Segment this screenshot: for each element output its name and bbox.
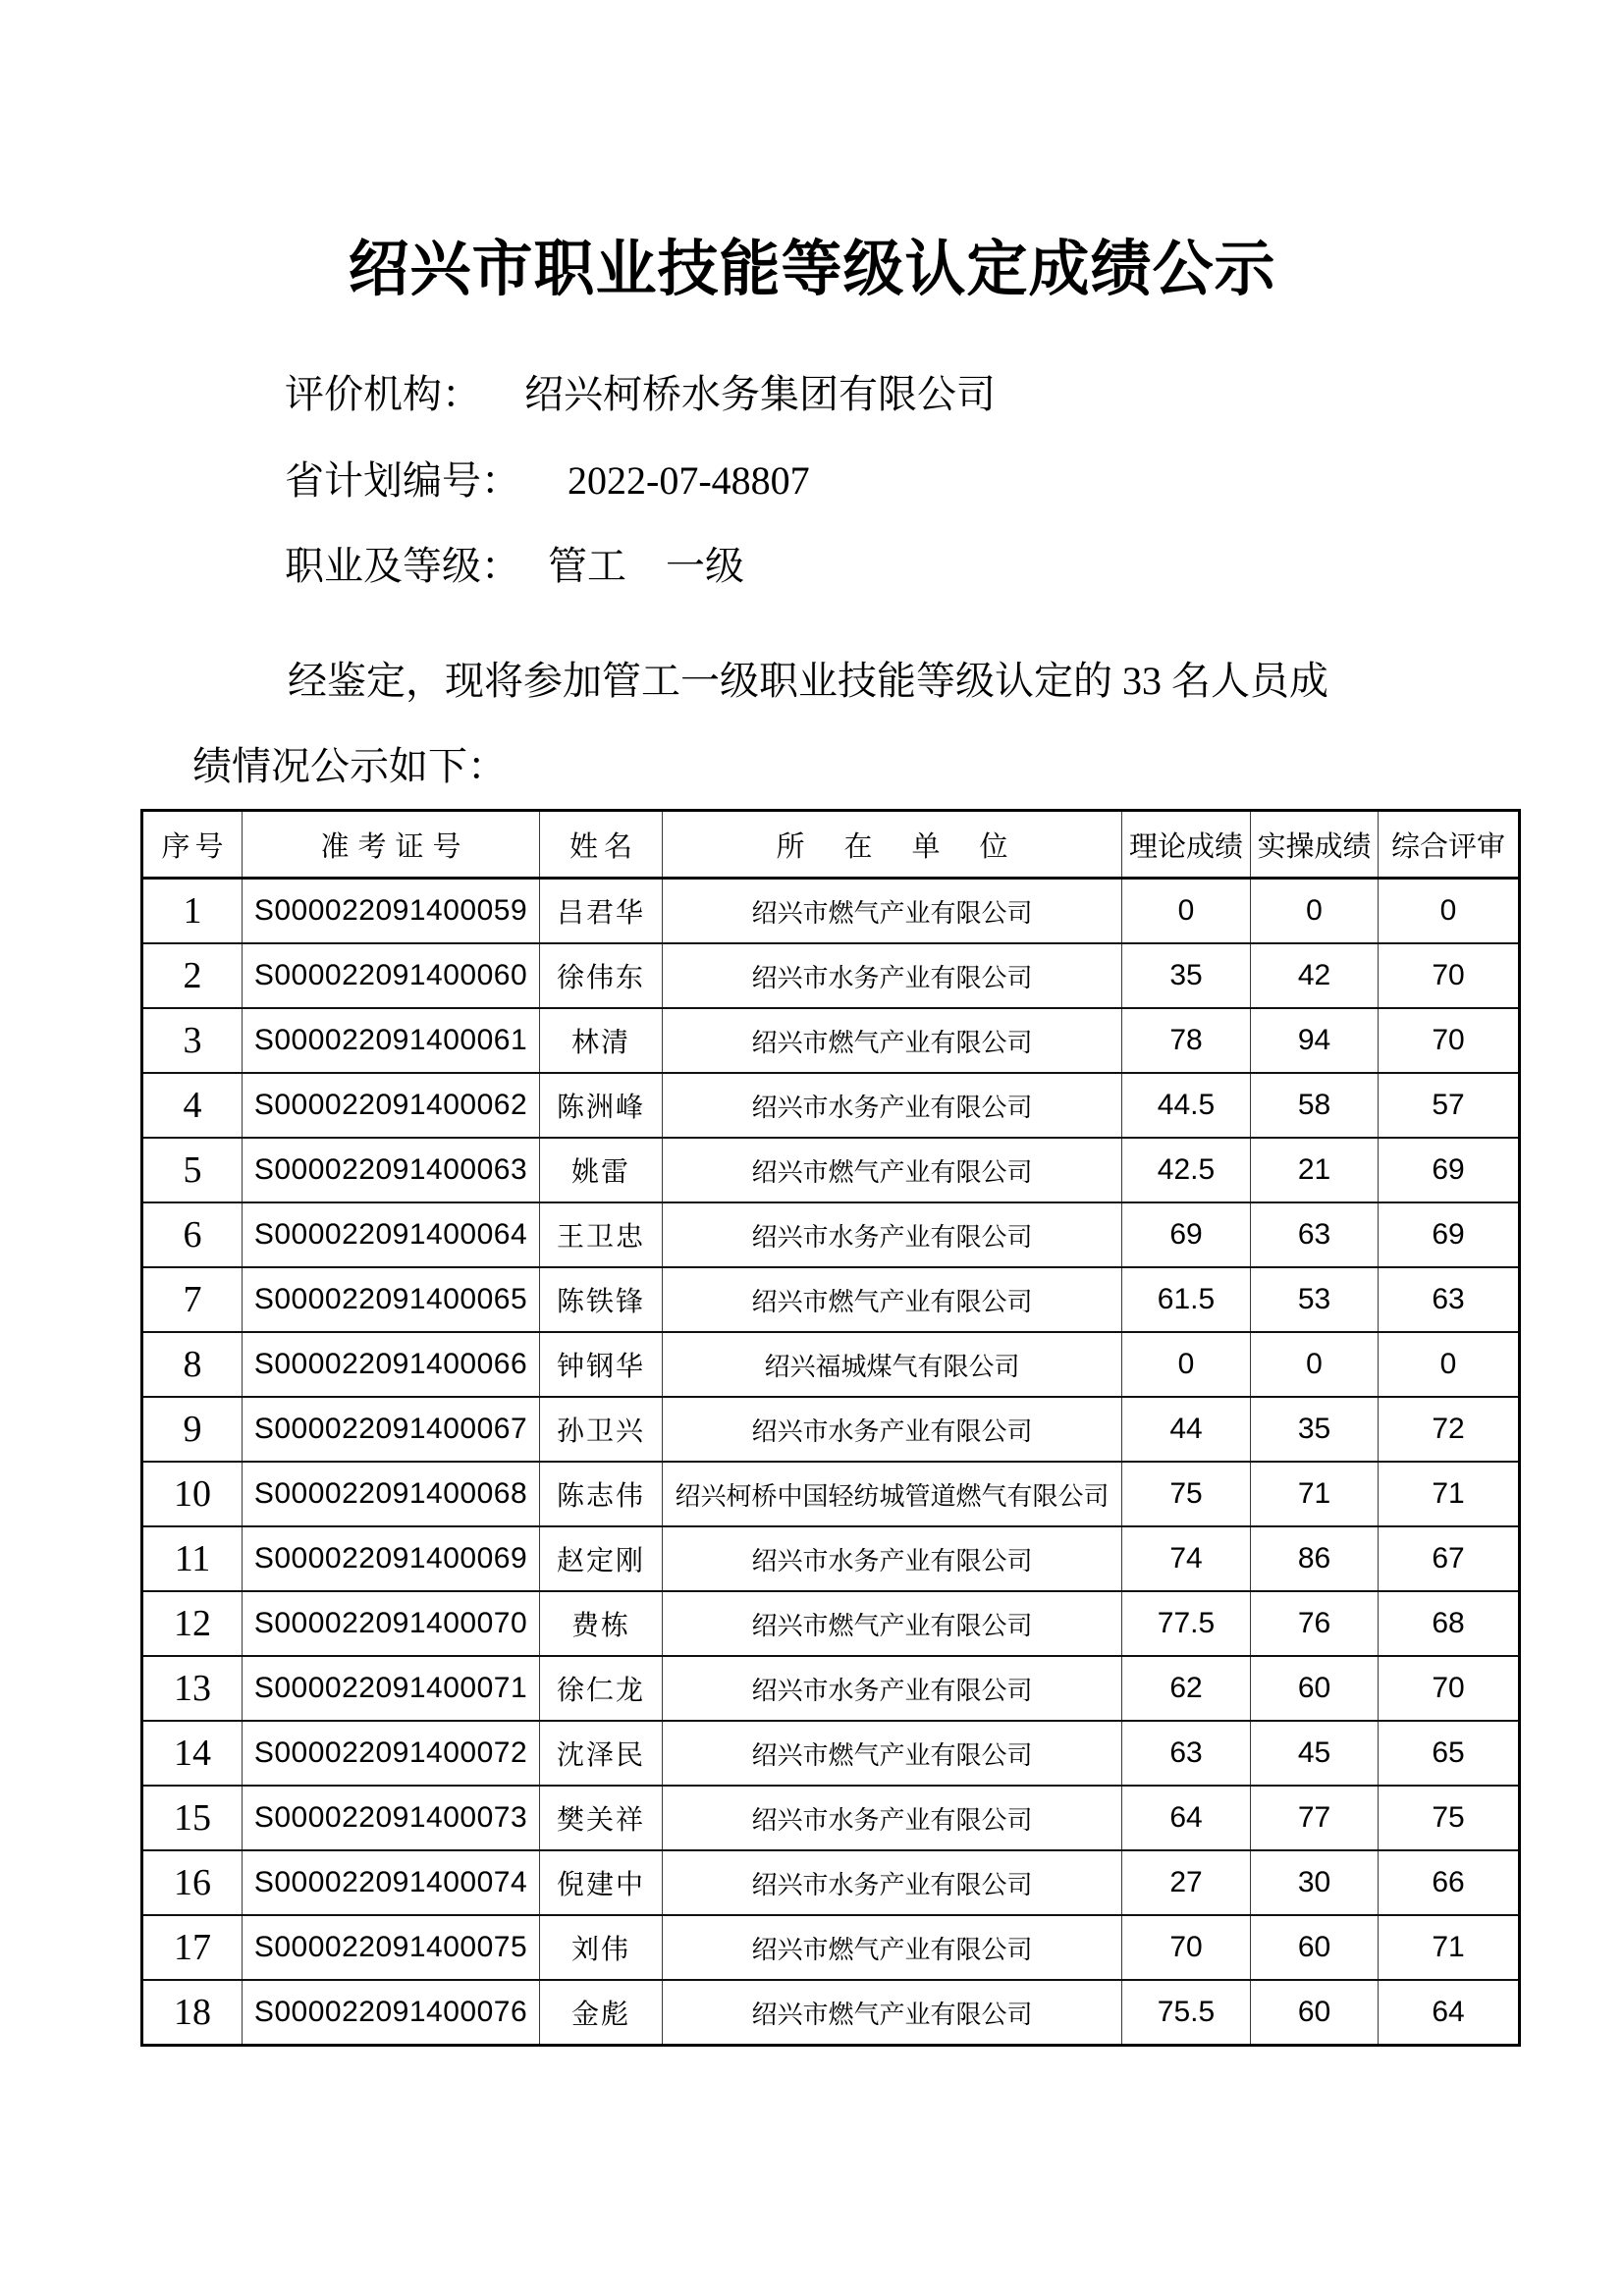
cell-work-unit: 绍兴市燃气产业有限公司: [663, 1721, 1122, 1786]
cell-practical-score: 63: [1251, 1202, 1379, 1267]
intro-paragraph-line-2: 绩情况公示如下：: [192, 744, 507, 788]
table-row: [142, 943, 1520, 1008]
cell-theory-score: 62: [1122, 1656, 1251, 1721]
cell-comprehensive-review: 72: [1379, 1397, 1520, 1462]
cell-exam-number: S000022091400064: [243, 1202, 540, 1267]
cell-comprehensive-review: 0: [1379, 879, 1520, 944]
table-row: [142, 1786, 1520, 1850]
page-title: 绍兴市职业技能等级认定成绩公示: [348, 237, 1276, 303]
cell-work-unit: 绍兴福城煤气有限公司: [663, 1332, 1122, 1397]
cell-seq: 13: [142, 1656, 243, 1721]
table-row: [142, 1332, 1520, 1397]
cell-practical-score: 94: [1251, 1008, 1379, 1073]
cell-name: 樊关祥: [540, 1786, 663, 1850]
cell-exam-number: S000022091400076: [243, 1980, 540, 2046]
cell-seq: 7: [142, 1267, 243, 1332]
cell-exam-number: S000022091400072: [243, 1721, 540, 1786]
table-row: [142, 1721, 1520, 1786]
cell-seq: 12: [142, 1591, 243, 1656]
cell-comprehensive-review: 0: [1379, 1332, 1520, 1397]
cell-work-unit: 绍兴市燃气产业有限公司: [663, 1591, 1122, 1656]
table-row: [142, 1591, 1520, 1656]
table-row: [142, 1008, 1520, 1073]
cell-name: 钟钢华: [540, 1332, 663, 1397]
cell-theory-score: 44: [1122, 1397, 1251, 1462]
scores-table-header: [142, 811, 1520, 879]
cell-seq: 5: [142, 1138, 243, 1202]
cell-comprehensive-review: 69: [1379, 1138, 1520, 1202]
header-row: [142, 811, 1520, 879]
cell-work-unit: 绍兴市水务产业有限公司: [663, 1656, 1122, 1721]
cell-comprehensive-review: 63: [1379, 1267, 1520, 1332]
col-header-name: 姓名: [540, 811, 663, 879]
cell-name: 赵定刚: [540, 1526, 663, 1591]
table-row: [142, 1526, 1520, 1591]
cell-practical-score: 60: [1251, 1656, 1379, 1721]
cell-theory-score: 0: [1122, 879, 1251, 944]
cell-name: 费栋: [540, 1591, 663, 1656]
cell-theory-score: 75: [1122, 1462, 1251, 1526]
table-row: [142, 1980, 1520, 2046]
col-header-work-unit: 所在单位: [663, 811, 1122, 879]
cell-seq: 10: [142, 1462, 243, 1526]
cell-practical-score: 60: [1251, 1980, 1379, 2046]
cell-theory-score: 61.5: [1122, 1267, 1251, 1332]
cell-practical-score: 58: [1251, 1073, 1379, 1138]
col-header-practical-score: 实操成绩: [1251, 811, 1379, 879]
cell-work-unit: 绍兴市燃气产业有限公司: [663, 1915, 1122, 1980]
cell-name: 倪建中: [540, 1850, 663, 1915]
cell-comprehensive-review: 71: [1379, 1462, 1520, 1526]
cell-exam-number: S000022091400073: [243, 1786, 540, 1850]
cell-theory-score: 42.5: [1122, 1138, 1251, 1202]
cell-comprehensive-review: 68: [1379, 1591, 1520, 1656]
cell-practical-score: 0: [1251, 879, 1379, 944]
cell-theory-score: 27: [1122, 1850, 1251, 1915]
cell-theory-score: 74: [1122, 1526, 1251, 1591]
cell-exam-number: S000022091400070: [243, 1591, 540, 1656]
cell-exam-number: S000022091400071: [243, 1656, 540, 1721]
cell-comprehensive-review: 65: [1379, 1721, 1520, 1786]
cell-exam-number: S000022091400066: [243, 1332, 540, 1397]
table-row: [142, 1397, 1520, 1462]
cell-seq: 1: [142, 879, 243, 944]
cell-comprehensive-review: 67: [1379, 1526, 1520, 1591]
field-value-evaluation-org: 绍兴柯桥水务集团有限公司: [524, 372, 996, 416]
cell-practical-score: 86: [1251, 1526, 1379, 1591]
cell-work-unit: 绍兴市燃气产业有限公司: [663, 1008, 1122, 1073]
col-header-exam-number: 准考证号: [243, 811, 540, 879]
cell-name: 姚雷: [540, 1138, 663, 1202]
cell-work-unit: 绍兴市水务产业有限公司: [663, 1397, 1122, 1462]
cell-exam-number: S000022091400067: [243, 1397, 540, 1462]
cell-theory-score: 78: [1122, 1008, 1251, 1073]
field-label-plan-number: 省计划编号：: [285, 458, 520, 503]
cell-name: 徐仁龙: [540, 1656, 663, 1721]
field-label-occupation-level: 职业及等级：: [285, 544, 520, 588]
cell-name: 刘伟: [540, 1915, 663, 1980]
cell-comprehensive-review: 64: [1379, 1980, 1520, 2046]
cell-name: 陈志伟: [540, 1462, 663, 1526]
table-row: [142, 1915, 1520, 1980]
cell-seq: 15: [142, 1786, 243, 1850]
cell-seq: 16: [142, 1850, 243, 1915]
cell-practical-score: 45: [1251, 1721, 1379, 1786]
cell-exam-number: S000022091400062: [243, 1073, 540, 1138]
table-row: [142, 1138, 1520, 1202]
col-header-theory-score: 理论成绩: [1122, 811, 1251, 879]
cell-practical-score: 60: [1251, 1915, 1379, 1980]
cell-work-unit: 绍兴市水务产业有限公司: [663, 1526, 1122, 1591]
table-row: [142, 879, 1520, 944]
cell-seq: 4: [142, 1073, 243, 1138]
intro-paragraph-line-1: 经鉴定，现将参加管工一级职业技能等级认定的 33 名人员成: [288, 659, 1328, 703]
cell-seq: 18: [142, 1980, 243, 2046]
cell-seq: 6: [142, 1202, 243, 1267]
cell-exam-number: S000022091400059: [243, 879, 540, 944]
cell-work-unit: 绍兴市燃气产业有限公司: [663, 1138, 1122, 1202]
col-header-seq: 序号: [142, 811, 243, 879]
cell-work-unit: 绍兴市水务产业有限公司: [663, 1202, 1122, 1267]
cell-comprehensive-review: 70: [1379, 1656, 1520, 1721]
cell-practical-score: 76: [1251, 1591, 1379, 1656]
cell-work-unit: 绍兴柯桥中国轻纺城管道燃气有限公司: [663, 1462, 1122, 1526]
table-row: [142, 1850, 1520, 1915]
cell-comprehensive-review: 70: [1379, 1008, 1520, 1073]
cell-theory-score: 69: [1122, 1202, 1251, 1267]
cell-theory-score: 64: [1122, 1786, 1251, 1850]
cell-comprehensive-review: 69: [1379, 1202, 1520, 1267]
cell-theory-score: 77.5: [1122, 1591, 1251, 1656]
cell-name: 林清: [540, 1008, 663, 1073]
cell-comprehensive-review: 57: [1379, 1073, 1520, 1138]
table-row: [142, 1656, 1520, 1721]
scores-table: [140, 809, 1521, 2047]
cell-name: 陈铁锋: [540, 1267, 663, 1332]
cell-seq: 9: [142, 1397, 243, 1462]
cell-comprehensive-review: 75: [1379, 1786, 1520, 1850]
cell-theory-score: 0: [1122, 1332, 1251, 1397]
cell-exam-number: S000022091400063: [243, 1138, 540, 1202]
cell-practical-score: 35: [1251, 1397, 1379, 1462]
cell-name: 徐伟东: [540, 943, 663, 1008]
cell-exam-number: S000022091400065: [243, 1267, 540, 1332]
field-label-evaluation-org: 评价机构：: [285, 372, 481, 416]
cell-work-unit: 绍兴市水务产业有限公司: [663, 1850, 1122, 1915]
cell-theory-score: 75.5: [1122, 1980, 1251, 2046]
table-row: [142, 1267, 1520, 1332]
cell-comprehensive-review: 70: [1379, 943, 1520, 1008]
cell-practical-score: 42: [1251, 943, 1379, 1008]
cell-comprehensive-review: 71: [1379, 1915, 1520, 1980]
cell-seq: 11: [142, 1526, 243, 1591]
field-value-occupation-level: 管工 一级: [548, 544, 744, 588]
cell-practical-score: 30: [1251, 1850, 1379, 1915]
cell-exam-number: S000022091400068: [243, 1462, 540, 1526]
cell-work-unit: 绍兴市水务产业有限公司: [663, 1073, 1122, 1138]
cell-seq: 14: [142, 1721, 243, 1786]
cell-exam-number: S000022091400069: [243, 1526, 540, 1591]
cell-theory-score: 63: [1122, 1721, 1251, 1786]
cell-practical-score: 71: [1251, 1462, 1379, 1526]
cell-exam-number: S000022091400074: [243, 1850, 540, 1915]
cell-seq: 17: [142, 1915, 243, 1980]
cell-practical-score: 0: [1251, 1332, 1379, 1397]
cell-work-unit: 绍兴市水务产业有限公司: [663, 1786, 1122, 1850]
cell-exam-number: S000022091400075: [243, 1915, 540, 1980]
cell-work-unit: 绍兴市燃气产业有限公司: [663, 879, 1122, 944]
cell-name: 陈洲峰: [540, 1073, 663, 1138]
table-row: [142, 1073, 1520, 1138]
table-row: [142, 1202, 1520, 1267]
scores-table-body: [142, 879, 1520, 2046]
cell-work-unit: 绍兴市燃气产业有限公司: [663, 1980, 1122, 2046]
cell-work-unit: 绍兴市燃气产业有限公司: [663, 1267, 1122, 1332]
cell-name: 吕君华: [540, 879, 663, 944]
cell-exam-number: S000022091400060: [243, 943, 540, 1008]
cell-comprehensive-review: 66: [1379, 1850, 1520, 1915]
field-value-plan-number: 2022-07-48807: [568, 458, 810, 503]
cell-theory-score: 70: [1122, 1915, 1251, 1980]
cell-name: 金彪: [540, 1980, 663, 2046]
cell-practical-score: 77: [1251, 1786, 1379, 1850]
cell-seq: 2: [142, 943, 243, 1008]
table-row: [142, 1462, 1520, 1526]
cell-seq: 3: [142, 1008, 243, 1073]
cell-work-unit: 绍兴市水务产业有限公司: [663, 943, 1122, 1008]
cell-theory-score: 44.5: [1122, 1073, 1251, 1138]
cell-name: 王卫忠: [540, 1202, 663, 1267]
cell-practical-score: 53: [1251, 1267, 1379, 1332]
cell-seq: 8: [142, 1332, 243, 1397]
cell-name: 沈泽民: [540, 1721, 663, 1786]
cell-exam-number: S000022091400061: [243, 1008, 540, 1073]
cell-practical-score: 21: [1251, 1138, 1379, 1202]
col-header-comprehensive-review: 综合评审: [1379, 811, 1520, 879]
cell-name: 孙卫兴: [540, 1397, 663, 1462]
cell-theory-score: 35: [1122, 943, 1251, 1008]
